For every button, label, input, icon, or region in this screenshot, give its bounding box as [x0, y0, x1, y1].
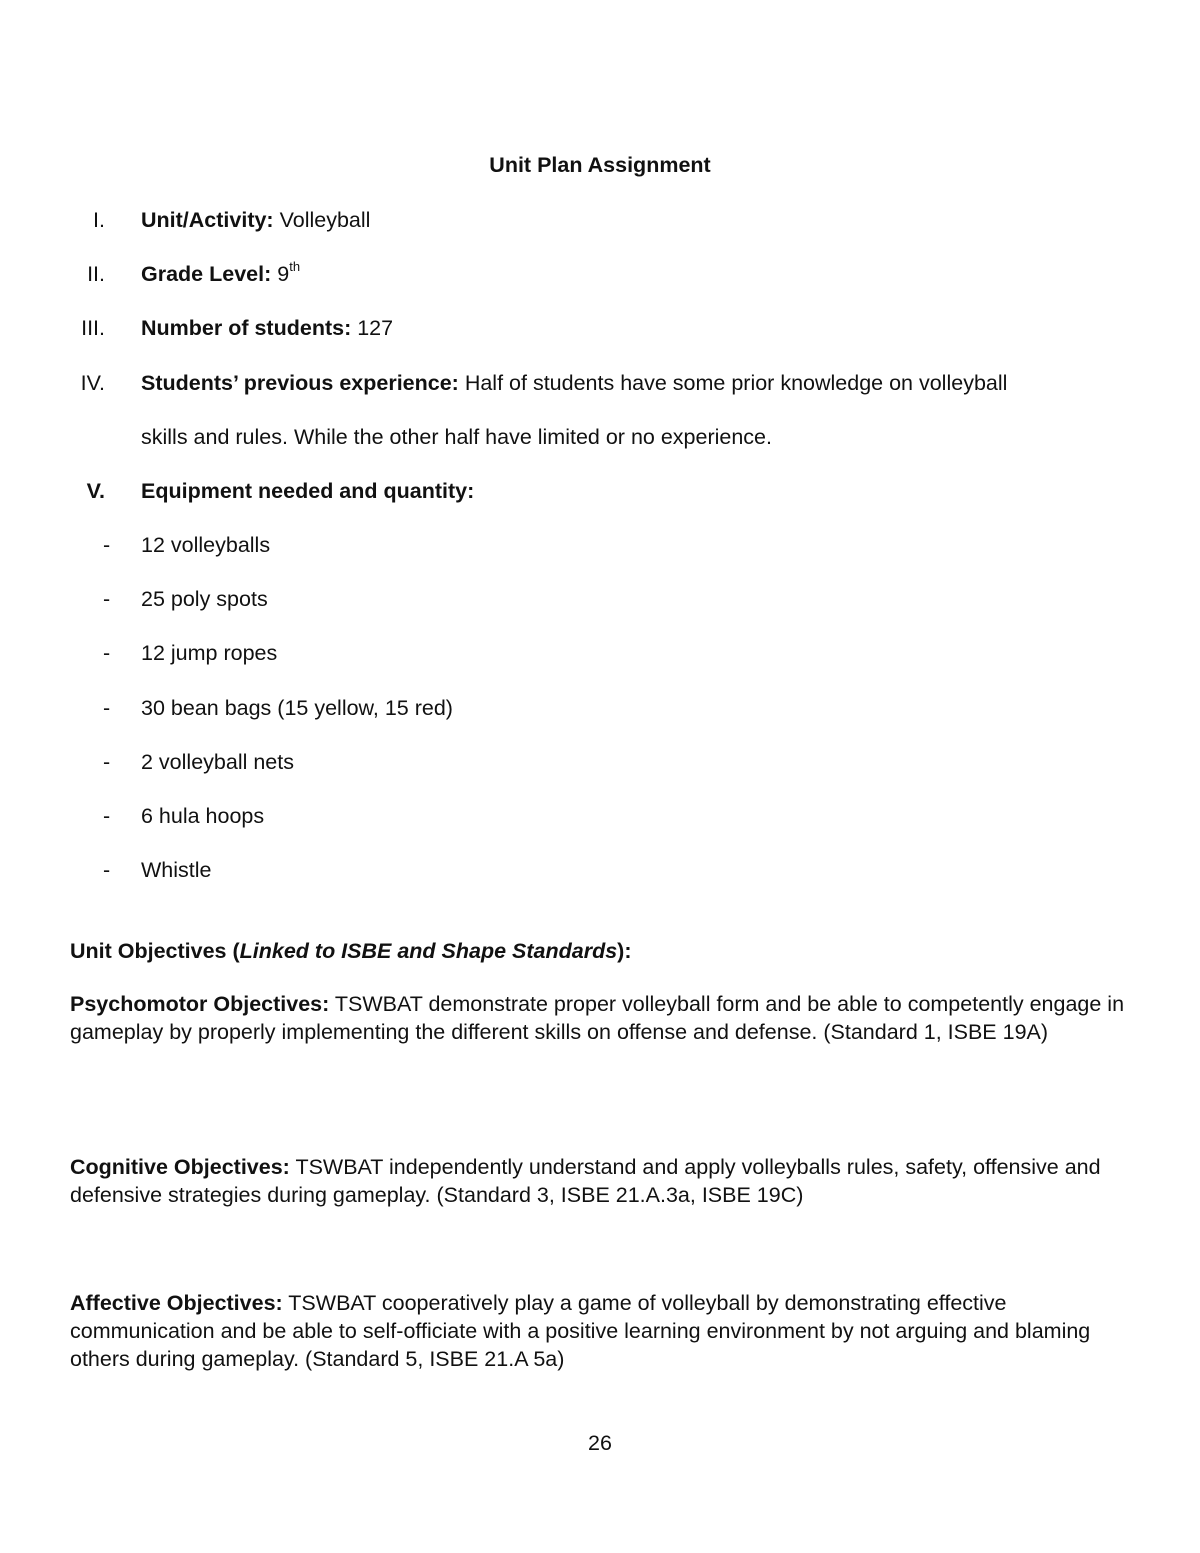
section-value: 9 [277, 262, 290, 286]
equipment-item [0, 532, 1200, 558]
section-label: Students’ previous experience: [141, 371, 459, 395]
equipment-item-text: 30 bean bags (15 yellow, 15 red) [141, 696, 453, 720]
section-previous-experience [0, 370, 1200, 396]
section-previous-experience-continuation [0, 424, 1200, 450]
section-value-continuation: skills and rules. While the other half have limited or no experience. [141, 425, 772, 449]
equipment-item [0, 640, 1200, 666]
section-value: 127 [357, 316, 394, 340]
objective-text: TSWBAT independently understand and apply volleyballs rules, safety, offensive and defensive strategies during gameplay. (Standard 3, ISBE 21.A.3a, ISBE 19C) [70, 1155, 1101, 1207]
section-numeral: IV. [80, 371, 105, 395]
psychomotor-objectives [70, 990, 1130, 1046]
section-grade-level [0, 258, 1200, 287]
cognitive-objectives [70, 1153, 1130, 1209]
section-unit-activity [0, 207, 1200, 233]
equipment-item-text: 2 volleyball nets [141, 750, 294, 774]
list-bullet: - [103, 587, 111, 611]
page-number: 26 [588, 1431, 612, 1455]
section-label: Grade Level: [141, 262, 272, 286]
section-number-of-students [0, 315, 1200, 341]
objectives-heading-italic: Linked to ISBE and Shape Standards [239, 939, 618, 963]
section-value: Volleyball [279, 208, 371, 232]
section-numeral: V. [86, 479, 105, 503]
equipment-item-text: 12 jump ropes [141, 641, 278, 665]
equipment-item [0, 586, 1200, 612]
objective-text: TSWBAT cooperatively play a game of volleyball by demonstrating effective communication and be able to self-officiate with a positive learning environment by not arguing and blaming others during gameplay. (Standard 5, ISBE 21.A 5a) [70, 1291, 1091, 1371]
list-bullet: - [103, 533, 111, 557]
list-bullet: - [103, 858, 111, 882]
equipment-item-text: 25 poly spots [141, 587, 268, 611]
list-bullet: - [103, 804, 111, 828]
list-bullet: - [103, 641, 111, 665]
section-numeral: I. [93, 208, 105, 232]
equipment-item [0, 857, 1200, 883]
section-equipment [0, 478, 1200, 504]
equipment-item [0, 695, 1200, 721]
section-value: Half of students have some prior knowledge on volleyball [464, 371, 1008, 395]
objective-text: TSWBAT demonstrate proper volleyball form and be able to competently engage in gameplay by properly implementing the different skills on offense and defense. (Standard 1, ISBE 19A) [70, 992, 1125, 1044]
objectives-heading-suffix: ): [617, 939, 632, 963]
document-title: Unit Plan Assignment [489, 153, 711, 177]
section-numeral: III. [81, 316, 105, 340]
affective-objectives [70, 1289, 1130, 1373]
list-bullet: - [103, 696, 111, 720]
objective-label: Cognitive Objectives: [70, 1155, 290, 1179]
section-label: Unit/Activity: [141, 208, 274, 232]
objectives-heading [70, 937, 1130, 965]
objective-label: Psychomotor Objectives: [70, 992, 330, 1016]
section-label: Equipment needed and quantity: [141, 479, 475, 503]
equipment-item [0, 749, 1200, 775]
objectives-heading-prefix: Unit Objectives ( [70, 939, 240, 963]
section-label: Number of students: [141, 316, 352, 340]
equipment-item-text: Whistle [141, 858, 212, 882]
objective-label: Affective Objectives: [70, 1291, 283, 1315]
section-numeral: II. [87, 262, 105, 286]
equipment-item-text: 6 hula hoops [141, 804, 265, 828]
equipment-item-text: 12 volleyballs [141, 533, 271, 557]
list-bullet: - [103, 750, 111, 774]
equipment-item [0, 803, 1200, 829]
section-value-superscript: th [289, 258, 301, 274]
